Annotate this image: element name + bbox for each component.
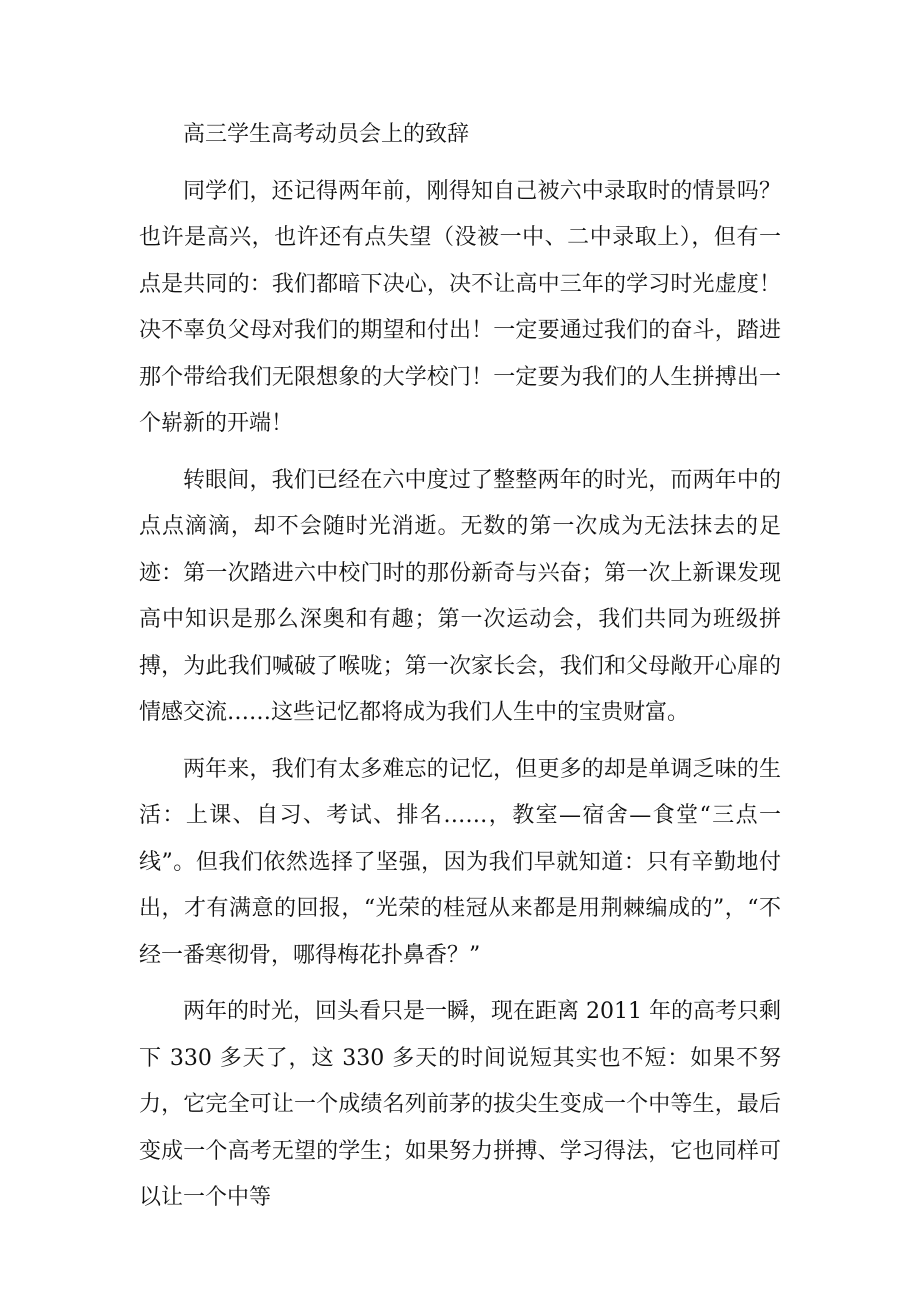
paragraph: 两年的时光，回头看只是一瞬，现在距离 2011 年的高考只剩下 330 多天了，这 330 多天的时间说短其实也不短：如果不努力，它完全可让一个成绩名列前茅的拔尖生变成一个中等生，最后变成一个高考无望的学生；如果努力拼搏、学习得法，它也同样可以让一个中等 — [139, 999, 781, 1210]
document-body — [139, 112, 781, 1222]
paragraph: 转眼间，我们已经在六中度过了整整两年的时光，而两年中的点点滴滴，却不会随时光消逝。无数的第一次成为无法抹去的足迹：第一次踏进六中校门时的那份新奇与兴奋；第一次上新课发现高中知识是那么深奥和有趣；第一次运动会，我们共同为班级拼搏，为此我们喊破了喉咙；第一次家长会，我们和父母敞开心扉的情感交流……这些记忆都将成为我们人生中的宝贵财富。 — [139, 467, 781, 725]
paragraph: 两年来，我们有太多难忘的记忆，但更多的却是单调乏味的生活：上课、自习、考试、排名……，教室—宿舍—食堂“三点一线”。但我们依然选择了坚强，因为我们早就知道：只有辛勤地付出，才有满意的回报，“光荣的桂冠从来都是用荆棘编成的”，“不经一番寒彻骨，哪得梅花扑鼻香？” — [139, 756, 781, 968]
paragraph: 同学们，还记得两年前，刚得知自己被六中录取时的情景吗？也许是高兴，也许还有点失望（没被一中、二中录取上），但有一点是共同的：我们都暗下决心，决不让高中三年的学习时光虚度！决不辜负父母对我们的期望和付出！一定要通过我们的奋斗，踏进那个带给我们无限想象的大学校门！一定要为我们的人生拼搏出一个崭新的开端！ — [139, 178, 781, 436]
document-title: 高三学生高考动员会上的致辞 — [183, 122, 470, 147]
